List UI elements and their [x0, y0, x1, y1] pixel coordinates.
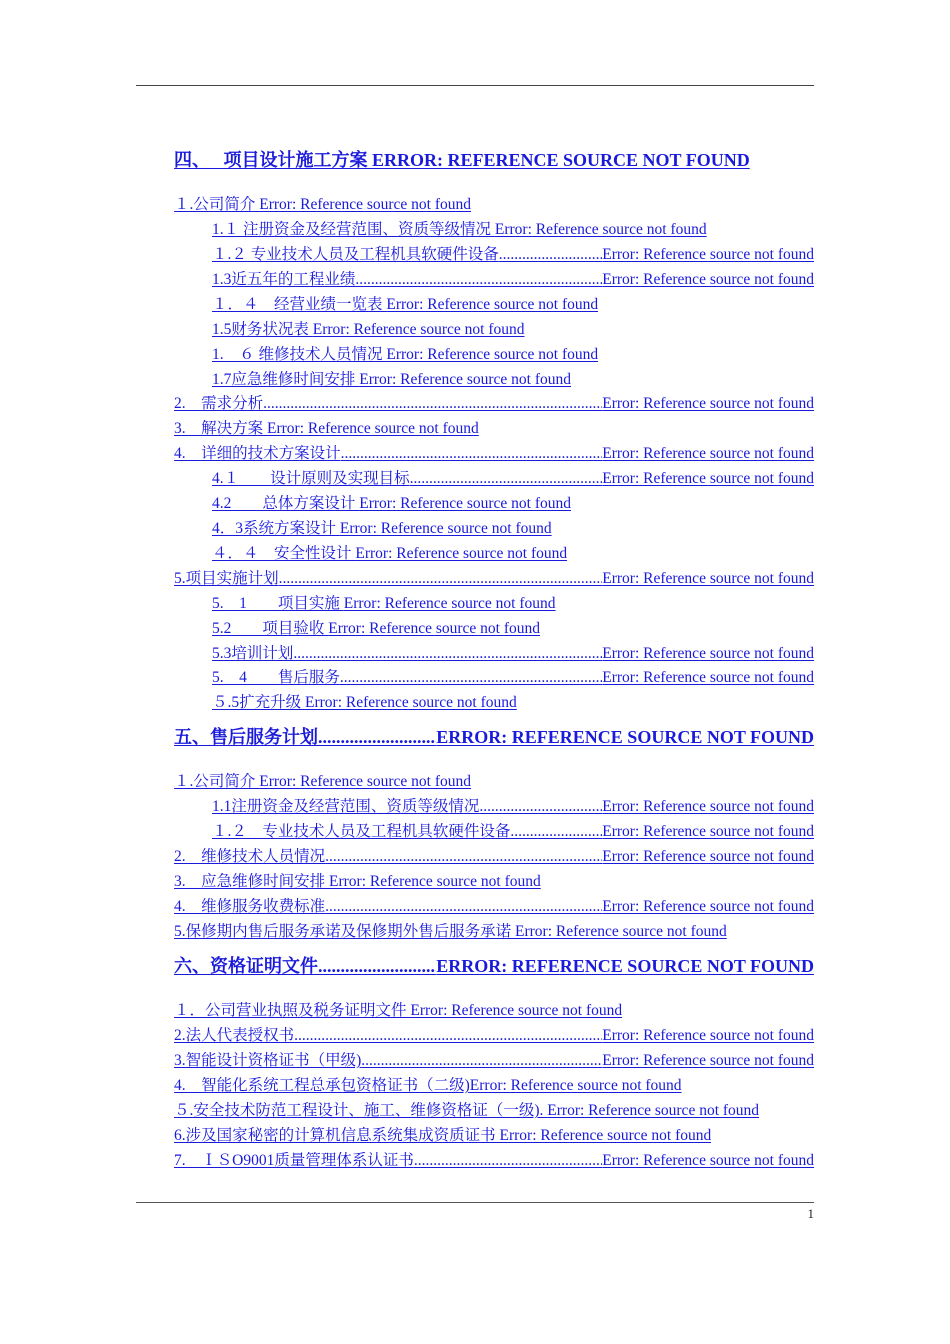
toc-entry[interactable]	[174, 1025, 814, 1047]
toc-leader-dots	[361, 1050, 602, 1072]
toc-entry-title: 1. ６ 维修技术人员情况	[212, 346, 387, 363]
toc-entry-reference: Error: Reference source not found	[602, 1027, 814, 1044]
toc-entry[interactable]	[174, 568, 814, 590]
toc-entry-title: １.公司简介	[174, 773, 260, 790]
toc-entry-title: 1.1注册资金及经营范围、资质等级情况	[212, 798, 480, 815]
toc-entry-title: ５.安全技术防范工程设计、施工、维修资格证（一级).	[174, 1102, 548, 1119]
toc-entry-title: 5. 1 项目实施	[212, 595, 344, 612]
toc-entry-title: 6.涉及国家秘密的计算机信息系统集成资质证书	[174, 1127, 500, 1144]
toc-entry[interactable]	[212, 493, 571, 515]
toc-entry-title: 5.项目实施计划	[174, 570, 279, 587]
toc-leader-dots	[279, 568, 603, 590]
toc-entry-title: 2.法人代表授权书	[174, 1027, 295, 1044]
toc-entry[interactable]	[212, 369, 571, 391]
toc-entry-reference: Error: Reference source not found	[602, 823, 814, 840]
toc-entry-reference: Error: Reference source not found	[602, 848, 814, 865]
toc-entry[interactable]	[174, 771, 471, 793]
toc-entry-reference: Error: Reference source not found	[305, 694, 517, 711]
toc-entry[interactable]	[212, 319, 525, 341]
toc-entry-reference: Error: Reference source not found	[339, 520, 552, 537]
toc-entry-title: ５.5扩充升级	[212, 694, 306, 711]
toc-entry-reference: Error: Reference source not found	[329, 873, 541, 890]
toc-entry-reference: ERROR: REFERENCE SOURCE NOT FOUND	[436, 956, 814, 976]
toc-entry-title: １．公司营业执照及税务证明文件	[174, 1002, 411, 1019]
toc-heading[interactable]	[174, 725, 814, 749]
toc-entry-reference: Error: Reference source not found	[547, 1102, 760, 1119]
toc-entry-title: 1.5财务状况表	[212, 321, 313, 338]
toc-entry-title: 1.3近五年的工程业绩	[212, 271, 356, 288]
toc-entry-reference: Error: Reference source not found	[515, 923, 727, 940]
toc-leader-dots	[414, 1150, 602, 1172]
toc-entry-reference: Error: Reference source not found	[602, 246, 814, 263]
toc-entry-title: 5.保修期内售后服务承诺及保修期外售后服务承诺	[174, 923, 516, 940]
toc-entry-title: 4．3系统方案设计	[212, 520, 340, 537]
toc-entry[interactable]	[174, 393, 814, 415]
toc-entry-reference: Error: Reference source not found	[602, 1152, 814, 1169]
page-number: 1	[807, 1206, 814, 1221]
toc-entry-title: 3. 应急维修时间安排	[174, 873, 330, 890]
toc-entry[interactable]	[212, 294, 598, 316]
toc-entry-reference: Error: Reference source not found	[602, 445, 814, 462]
toc-entry[interactable]	[212, 796, 814, 818]
toc-entry[interactable]	[174, 871, 541, 893]
toc-entry-title: １.２ 专业技术人员及工程机具软硬件设备	[212, 823, 511, 840]
toc-leader-dots	[341, 443, 603, 465]
toc-heading[interactable]	[174, 148, 750, 172]
toc-entry[interactable]	[174, 1125, 711, 1147]
toc-entry[interactable]	[212, 821, 814, 843]
toc-entry[interactable]	[212, 618, 540, 640]
toc-entry-title: 7. ＩＳO9001质量管理体系认证书	[174, 1152, 414, 1169]
toc-leader-dots	[293, 643, 602, 665]
toc-entry-reference: Error: Reference source not found	[602, 271, 814, 288]
toc-entry[interactable]	[174, 846, 814, 868]
toc-leader-dots	[479, 796, 602, 818]
toc-entry[interactable]	[212, 543, 567, 565]
toc-leader-dots	[325, 896, 602, 918]
toc-entry-reference: Error: Reference source not found	[602, 798, 814, 815]
toc-entry[interactable]	[174, 896, 814, 918]
toc-entry-title: １.公司简介	[174, 196, 260, 213]
toc-entry-reference: Error: Reference source not found	[602, 645, 814, 662]
toc-entry-reference: Error: Reference source not found	[386, 346, 599, 363]
toc-entry-reference: Error: Reference source not found	[386, 296, 599, 313]
toc-entry-reference: Error: Reference source not found	[359, 371, 572, 388]
toc-entry-title: 2. 维修技术人员情况	[174, 848, 326, 865]
toc-entry-title: 1.7应急维修时间安排	[212, 371, 360, 388]
toc-leader-dots	[294, 1025, 602, 1047]
toc-entry[interactable]	[212, 593, 556, 615]
toc-entry-reference: Error: Reference source not found	[312, 321, 525, 338]
toc-entry-reference: Error: Reference source not found	[602, 669, 814, 686]
toc-leader-dots	[340, 667, 602, 689]
toc-leader-dots	[263, 393, 602, 415]
toc-entry-title: 4. 详细的技术方案设计	[174, 445, 341, 462]
toc-entry-reference: Error: Reference source not found	[602, 470, 814, 487]
toc-entry[interactable]	[174, 1050, 814, 1072]
toc-entry[interactable]	[212, 244, 814, 266]
toc-entry-reference: Error: Reference source not found	[355, 545, 568, 562]
toc-entry-reference: Error: Reference source not found	[267, 420, 479, 437]
toc-entry-title: 2. 需求分析	[174, 395, 264, 412]
toc-entry-title: 1.１ 注册资金及经营范围、资质等级情况	[212, 221, 495, 238]
toc-heading[interactable]	[174, 954, 814, 978]
toc-entry-reference: Error: Reference source not found	[602, 570, 814, 587]
toc-entry[interactable]	[174, 921, 727, 943]
toc-entry-title: 4.１ 设计原则及实现目标	[212, 470, 410, 487]
toc-entry[interactable]	[212, 219, 707, 241]
toc-entry-reference: Error: Reference source not found	[259, 773, 472, 790]
toc-entry-reference: Error: Reference source not found	[469, 1077, 682, 1094]
toc-entry[interactable]	[174, 1075, 682, 1097]
toc-leader-dots	[499, 244, 602, 266]
toc-entry-reference: Error: Reference source not found	[602, 395, 814, 412]
toc-entry-reference: Error: Reference source not found	[328, 620, 541, 637]
toc-entry-title: 四、 项目设计施工方案	[174, 150, 372, 170]
toc-entry-reference: Error: Reference source not found	[494, 221, 707, 238]
toc-entry-reference: Error: Reference source not found	[602, 898, 814, 915]
toc-leader-dots	[410, 468, 603, 490]
toc-entry[interactable]	[174, 1000, 622, 1022]
toc-entry[interactable]	[212, 643, 814, 665]
toc-entry-title: 六、资格证明文件	[174, 956, 318, 976]
footer-rule	[136, 1202, 814, 1203]
toc-entry-reference: ERROR: REFERENCE SOURCE NOT FOUND	[436, 727, 814, 747]
toc-entry-title: 4.2 总体方案设计	[212, 495, 360, 512]
toc-entry[interactable]	[174, 1100, 759, 1122]
toc-entry[interactable]	[212, 692, 517, 714]
toc-entry[interactable]	[212, 667, 814, 689]
toc-entry-reference: Error: Reference source not found	[259, 196, 472, 213]
toc-entry-title: 五、售后服务计划	[174, 727, 318, 747]
toc-entry[interactable]	[174, 418, 479, 440]
toc-entry[interactable]	[212, 518, 552, 540]
toc-entry-title: 3.智能设计资格证书（甲级)	[174, 1052, 362, 1069]
toc-leader-dots	[510, 821, 602, 843]
toc-leader-dots	[318, 954, 436, 978]
toc-entry-reference: Error: Reference source not found	[499, 1127, 712, 1144]
toc-entry[interactable]	[174, 443, 814, 465]
toc-leader-dots	[355, 269, 602, 291]
toc-entry[interactable]	[174, 1150, 814, 1172]
toc-entry-title: ４．４ 安全性设计	[212, 545, 356, 562]
toc-entry-title: 4. 智能化系统工程总承包资格证书（二级)	[174, 1077, 470, 1094]
toc-entry-reference: ERROR: REFERENCE SOURCE NOT FOUND	[372, 150, 750, 170]
toc-entry-reference: Error: Reference source not found	[602, 1052, 814, 1069]
toc-leader-dots	[318, 725, 436, 749]
toc-entry[interactable]	[174, 194, 471, 216]
toc-entry-title: 4. 维修服务收费标准	[174, 898, 326, 915]
toc-entry[interactable]	[212, 344, 598, 366]
toc-entry-reference: Error: Reference source not found	[410, 1002, 623, 1019]
toc-entry-title: 3. 解决方案	[174, 420, 268, 437]
toc-entry-title: 5.2 项目验收	[212, 620, 329, 637]
toc-entry[interactable]	[212, 269, 814, 291]
toc-entry-title: １．４ 经营业绩一览表	[212, 296, 387, 313]
toc-entry-title: 5. 4 售后服务	[212, 669, 340, 686]
toc-entry-title: 5.3培训计划	[212, 645, 294, 662]
toc-leader-dots	[325, 846, 602, 868]
toc-entry-title: １.２ 专业技术人员及工程机具软硬件设备	[212, 246, 499, 263]
toc-entry[interactable]	[212, 468, 814, 490]
toc-entry-reference: Error: Reference source not found	[359, 495, 572, 512]
toc-entry-reference: Error: Reference source not found	[343, 595, 556, 612]
